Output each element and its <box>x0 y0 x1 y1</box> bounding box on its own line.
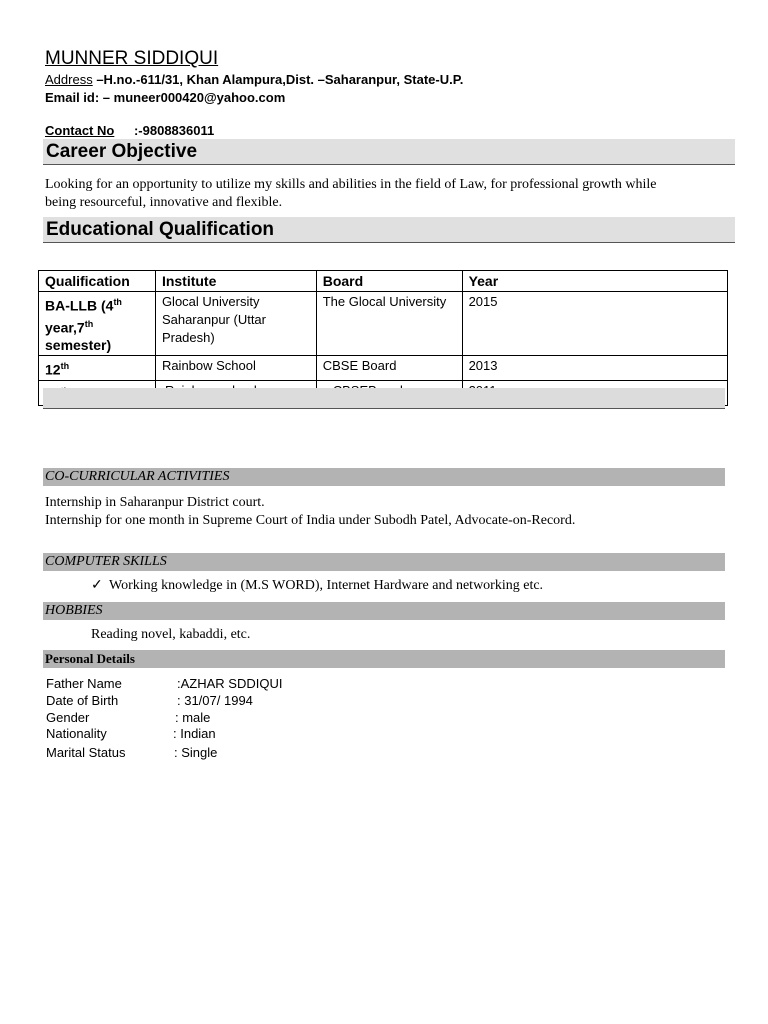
table-header-cell: Qualification <box>39 271 156 292</box>
cocurricular-bar <box>43 468 725 486</box>
superscript: th <box>60 361 70 372</box>
computer-skills-bar <box>43 553 725 571</box>
year-cell: 2015 <box>462 292 727 356</box>
board-cell: The Glocal University <box>316 292 462 356</box>
hobbies-bar <box>43 602 725 620</box>
education-table <box>38 270 728 406</box>
table-header-row <box>39 271 728 292</box>
cocurricular-line1: Internship in Saharanpur District court. <box>45 495 265 510</box>
table-header-cell: Institute <box>155 271 316 292</box>
gender-value: : male <box>175 710 211 725</box>
contact-value: :-9808836011 <box>133 123 215 138</box>
institute-text: Glocal University <box>161 294 260 309</box>
marital-status-value: : Single <box>174 745 218 760</box>
cocurricular-title: CO-CURRICULAR ACTIVITIES <box>45 469 230 484</box>
hobbies-title: HOBBIES <box>45 603 103 618</box>
qualification-cell <box>39 292 156 356</box>
year-cell: 2013 <box>462 356 727 381</box>
career-objective-line1: Looking for an opportunity to utilize my skills and abilities in the field of Law, for professional growth while <box>45 177 657 192</box>
computer-skills-text: Working knowledge in (M.S WORD), Internet Hardware and networking etc. <box>109 578 544 593</box>
personal-details-title: Personal Details <box>45 651 135 666</box>
dob-label: Date of Birth <box>46 693 119 708</box>
institute-cell: Rainbow School <box>155 356 316 381</box>
board-cell: CBSE Board <box>316 356 462 381</box>
institute-text: Saharanpur (Uttar <box>161 312 266 327</box>
hobbies-text: Reading novel, kabaddi, etc. <box>91 627 251 642</box>
contact-line <box>45 123 214 138</box>
dob-value: : 31/07/ 1994 <box>177 693 253 708</box>
career-objective-title: Career Objective <box>46 141 198 162</box>
father-name-value: :AZHAR SDDIQUI <box>177 676 283 691</box>
cocurricular-line2: Internship for one month in Supreme Court of India under Subodh Patel, Advocate-on-Record. <box>45 513 576 528</box>
career-objective-text <box>45 176 735 212</box>
qualification-text: year,7 <box>45 319 85 336</box>
education-title: Educational Qualification <box>46 219 275 240</box>
institute-cell <box>155 292 316 356</box>
table-header-cell: Board <box>316 271 462 292</box>
gender-label: Gender <box>46 710 90 725</box>
address-label: Address <box>45 72 93 87</box>
nationality-value: : Indian <box>173 726 216 741</box>
qualification-cell <box>39 356 156 381</box>
education-bar <box>43 217 735 243</box>
cocurricular-text <box>45 494 575 530</box>
qualification-text: BA-LLB (4 <box>45 297 114 314</box>
table-row <box>39 356 728 381</box>
table-row <box>39 292 728 356</box>
superscript: th <box>84 318 94 329</box>
institute-text: Pradesh) <box>161 330 215 345</box>
checkmark-icon: ✓ <box>91 578 103 593</box>
computer-skills-title: COMPUTER SKILLS <box>45 554 167 569</box>
marital-status-label: Marital Status <box>46 745 126 760</box>
personal-details-bar <box>43 650 725 668</box>
applicant-name: MUNNER SIDDIQUI <box>45 48 219 69</box>
address-line <box>45 72 463 87</box>
email-line: Email id: – muneer000420@yahoo.com <box>45 90 286 105</box>
father-name-label: Father Name <box>46 676 122 691</box>
qualification-text: semester) <box>45 337 112 354</box>
table-header-cell: Year <box>462 271 727 292</box>
superscript: th <box>113 297 122 307</box>
contact-label: Contact No <box>45 123 115 138</box>
career-objective-line2: being resourceful, innovative and flexible. <box>45 195 283 210</box>
empty-section-bar <box>43 388 725 409</box>
address-value: –H.no.-611/31, Khan Alampura,Dist. –Saharanpur, State-U.P. <box>92 72 464 87</box>
career-objective-bar <box>43 139 735 165</box>
nationality-label: Nationality <box>46 726 107 741</box>
computer-skills-item <box>91 577 543 595</box>
qualification-text: 12 <box>45 361 61 378</box>
